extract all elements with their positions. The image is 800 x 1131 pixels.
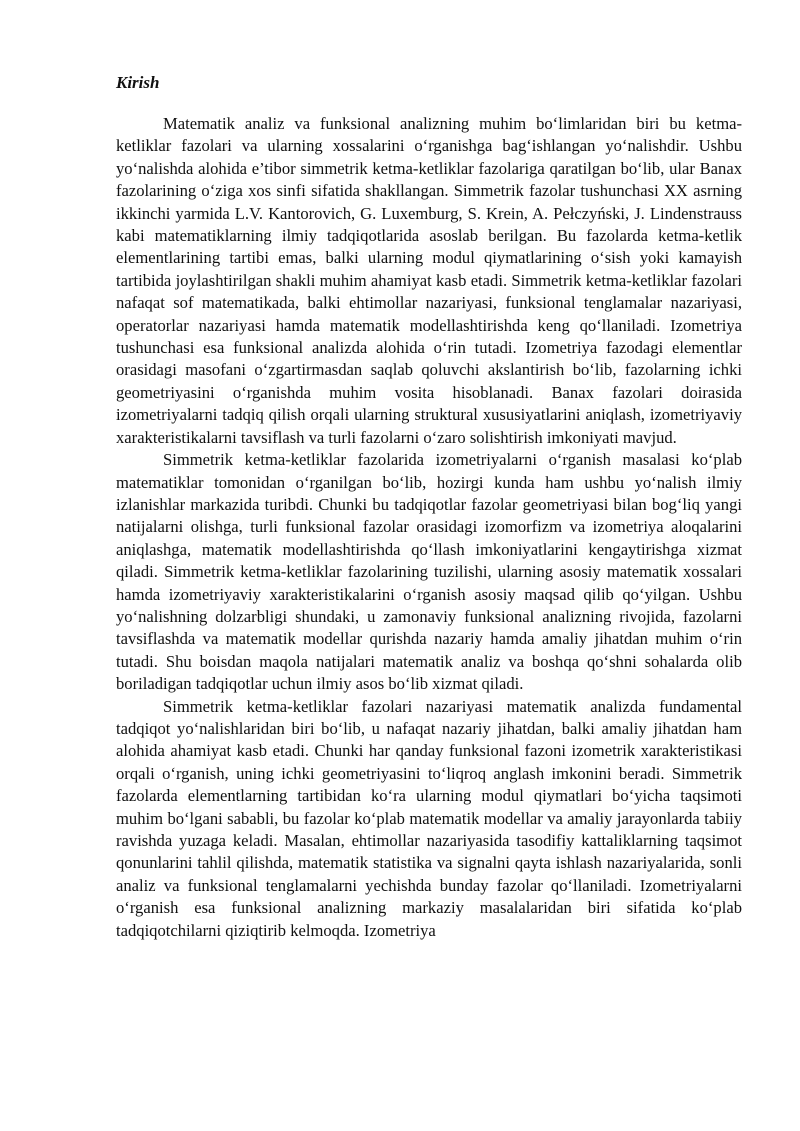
section-heading: Kirish xyxy=(116,73,160,92)
paragraph-1: Matematik analiz va funksional analizning muhim bo‘limlaridan biri bu ketma-ketliklar fazolari va ularning xossalarini o‘rganishga bag‘ishlangan yo‘nalishdir. Ushbu yo‘nalishda alohida e’tibor simmetrik ketma-ketliklar fazolariga qaratilgan bo‘lib, ular Banax fazolarining o‘ziga xos sinfi sifatida shakllangan. Simmetrik fazolar tushunchasi XX asrning ikkinchi yarmida L.V. Kantorovich, G. Luxemburg, S. Krein, A. Pełczyński, J. Lindenstrauss kabi matematiklarning ilmiy tadqiqotlarida asoslab berilgan. Bu fazolarda ketma-ketlik elementlarining tartibi emas, balki ularning modul qiymatlarining o‘sish yoki kamayish tartibida joylashtirilgan shakli muhim ahamiyat kasb etadi. Simmetrik ketma-ketliklar fazolari nafaqat sof matematikada, balki ehtimollar nazariyasi, funksional tenglamalar nazariyasi, operatorlar nazariyasi hamda matematik modellashtirishda keng qo‘llaniladi. Izometriya tushunchasi esa funksional analizda alohida o‘rin tutadi. Izometriya fazodagi elementlar orasidagi masofani o‘zgartirmasdan saqlab qoluvchi akslantirish bo‘lib, fazolarning ichki geometriyasini o‘rganishda muhim vosita hisoblanadi. Banax fazolari doirasida izometriyalarni tadqiq qilish orqali ularning struktural xususiyatlarini aniqlash, izometriyaviy xarakteristikalarni tavsiflash va turli fazolarni o‘zaro solishtirish imkoniyati mavjud. xyxy=(116,114,742,447)
paragraph-3: Simmetrik ketma-ketliklar fazolari nazariyasi matematik analizda fundamental tadqiqot yo‘nalishlaridan biri bo‘lib, u nafaqat nazariy jihatdan, balki amaliy jihatdan ham alohida ahamiyat kasb etadi. Chunki har qanday funksional fazoni izometrik xarakteristikasi orqali o‘rganish, uning ichki geometriyasini to‘liqroq anglash imkonini beradi. Simmetrik fazolarda elementlarning tartibidan ko‘ra ularning modul qiymatlari bo‘yicha taqsimoti muhim bo‘lgani sababli, bu fazolar ko‘plab matematik modellar va amaliy jarayonlarda tabiiy ravishda yuzaga keladi. Masalan, ehtimollar nazariyasida tasodifiy kattaliklarning taqsimot qonunlarini tahlil qilishda, matematik statistika va signalni qayta ishlash nazariyalarida, sonli analiz va funksional tenglamalarni yechishda bunday fazolar qo‘llaniladi. Izometriyalarni o‘rganish esa funksional analizning markaziy masalalaridan biri sifatida ko‘plab tadqiqotchilarni qiziqtirib kelmoqda. Izometriya xyxy=(116,696,742,940)
paragraph-2: Simmetrik ketma-ketliklar fazolarida izometriyalarni o‘rganish masalasi ko‘plab matematiklar tomonidan o‘rganilgan bo‘lib, hozirgi kunda ham ushbu yo‘nalish ilmiy izlanishlar markazida turibdi. Chunki bu tadqiqotlar fazolar geometriyasi bilan bog‘liq yangi natijalarni olishga, turli funksional fazolar orasidagi izomorfizm va izometriya aloqalarini aniqlashga, matematik modellashtirishda qo‘llash imkoniyatlarini kengaytirishga xizmat qiladi. Simmetrik ketma-ketliklar fazolarining tuzilishi, ularning asosiy matematik xossalari hamda izometriyaviy xarakteristikalarini o‘rganish asosiy maqsad qilib qo‘yilgan. Ushbu yo‘nalishning dolzarbligi shundaki, u zamonaviy funksional analizning rivojida, fazolarni tavsiflashda va matematik modellar qurishda nazariy hamda amaliy jihatdan muhim o‘rin tutadi. Shu boisdan maqola natijalari matematik analiz va boshqa qo‘shni sohalarda olib boriladigan tadqiqotlar uchun ilmiy asos bo‘lib xizmat qiladi. xyxy=(116,450,742,694)
document-page xyxy=(116,72,742,942)
